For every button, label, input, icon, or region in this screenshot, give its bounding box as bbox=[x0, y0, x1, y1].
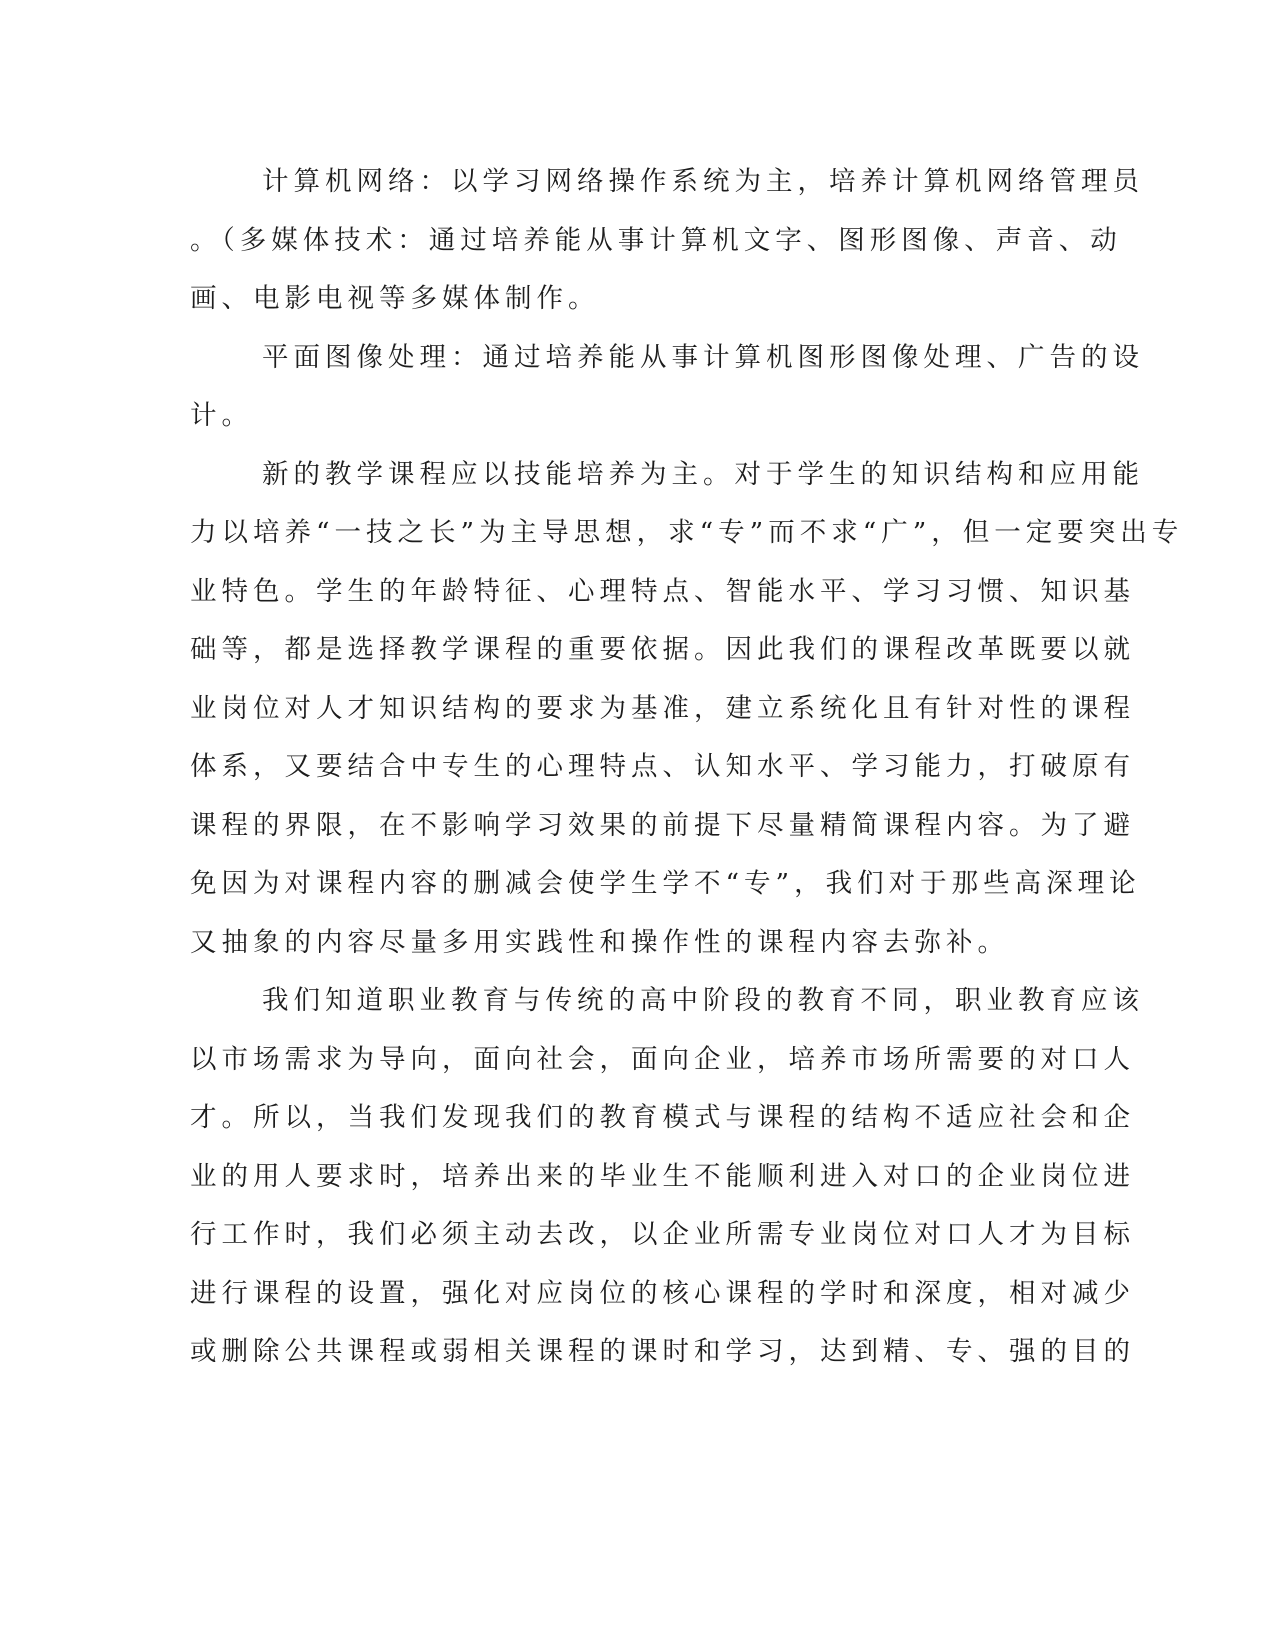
text-line: 业的用人要求时，培养出来的毕业生不能顺利进入对口的企业岗位进 bbox=[190, 1161, 1135, 1192]
text-line: 平面图像处理：通过培养能从事计算机图形图像处理、广告的设 bbox=[262, 342, 1144, 373]
text-line: 画、电影电视等多媒体制作。 bbox=[190, 283, 600, 314]
text-line: 体系，又要结合中专生的心理特点、认知水平、学习能力，打破原有 bbox=[190, 751, 1135, 782]
text-line: 力以培养“一技之长”为主导思想，求“专”而不求“广”，但一定要突出专 bbox=[190, 517, 1184, 548]
text-line: 以市场需求为导向，面向社会，面向企业，培养市场所需要的对口人 bbox=[190, 1044, 1135, 1075]
text-line: 础等，都是选择教学课程的重要依据。因此我们的课程改革既要以就 bbox=[190, 634, 1135, 665]
text-line: 进行课程的设置，强化对应岗位的核心课程的学时和深度，相对减少 bbox=[190, 1278, 1135, 1309]
text-line: 新的教学课程应以技能培养为主。对于学生的知识结构和应用能 bbox=[262, 459, 1144, 490]
text-line: 才。所以，当我们发现我们的教育模式与课程的结构不适应社会和企 bbox=[190, 1102, 1135, 1133]
text-line: 计算机网络：以学习网络操作系统为主，培养计算机网络管理员 bbox=[262, 166, 1144, 197]
text-line: 行工作时，我们必须主动去改，以企业所需专业岗位对口人才为目标 bbox=[190, 1219, 1135, 1250]
text-line: 。（多媒体技术：通过培养能从事计算机文字、图形图像、声音、动 bbox=[190, 225, 1122, 256]
text-line: 免因为对课程内容的删减会使学生学不“专”，我们对于那些高深理论 bbox=[190, 868, 1141, 899]
text-line: 业岗位对人才知识结构的要求为基准，建立系统化且有针对性的课程 bbox=[190, 693, 1135, 724]
text-line: 或删除公共课程或弱相关课程的课时和学习，达到精、专、强的目的 bbox=[190, 1336, 1135, 1367]
text-line: 我们知道职业教育与传统的高中阶段的教育不同，职业教育应该 bbox=[262, 985, 1144, 1016]
text-line: 课程的界限，在不影响学习效果的前提下尽量精简课程内容。为了避 bbox=[190, 810, 1135, 841]
text-line: 计。 bbox=[190, 400, 253, 431]
text-line: 又抽象的内容尽量多用实践性和操作性的课程内容去弥补。 bbox=[190, 927, 1009, 958]
text-line: 业特色。学生的年龄特征、心理特点、智能水平、学习习惯、知识基 bbox=[190, 576, 1135, 607]
